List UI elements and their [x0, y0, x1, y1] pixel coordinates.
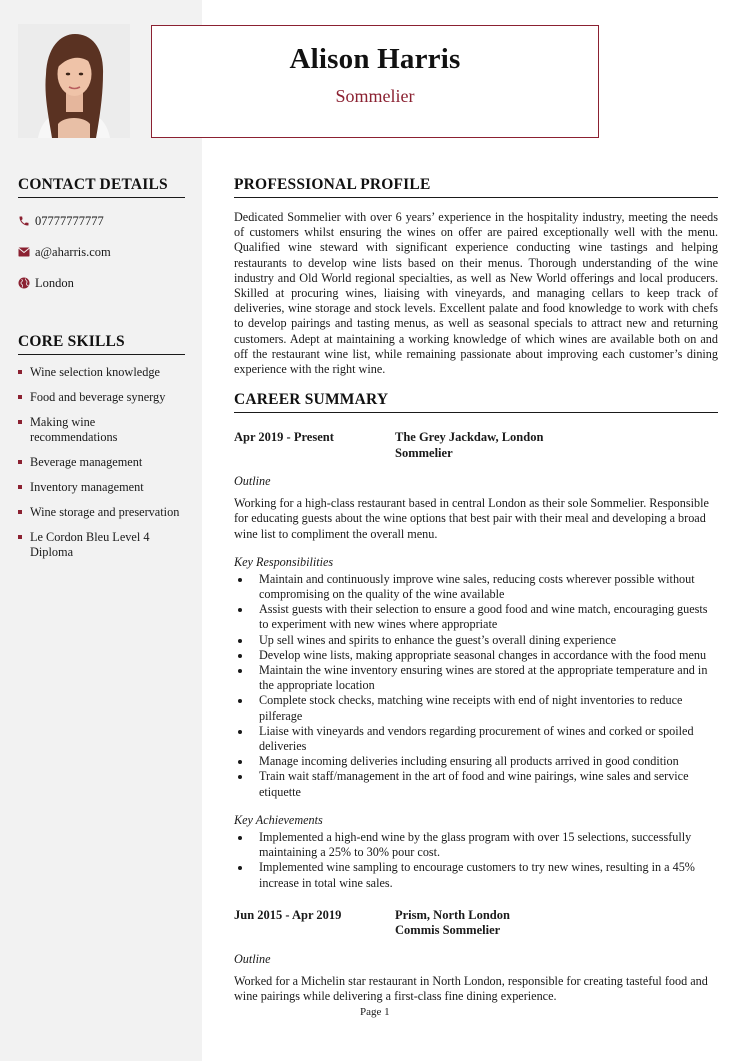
- profile-photo: [18, 24, 130, 138]
- globe-icon: [18, 277, 35, 289]
- list-item: Implemented a high-end wine by the glass program with over 15 selections, successfully maintaining a 25% to 30% pour cost.: [234, 830, 718, 860]
- career-heading: CAREER SUMMARY: [234, 391, 718, 413]
- list-item: Manage incoming deliveries including ensuring all products arrived in good condition: [234, 754, 718, 769]
- phone-text: 07777777777: [35, 213, 104, 228]
- skill-item: Beverage management: [18, 455, 185, 470]
- skill-item: Wine storage and preservation: [18, 505, 185, 520]
- job-header: [234, 430, 718, 461]
- achievements-label: Key Achievements: [234, 812, 323, 827]
- responsibilities-label: Key Responsibilities: [234, 554, 334, 569]
- email-text: a@aharris.com: [35, 244, 111, 259]
- outline-label: Outline: [234, 951, 271, 966]
- candidate-name: Alison Harris: [289, 43, 461, 75]
- list-item: Liaise with vineyards and vendors regarding procurement of wines and corked or spoiled deliveries: [234, 724, 718, 754]
- skill-item: Le Cordon Bleu Level 4 Diploma: [18, 530, 185, 560]
- list-item: Up sell wines and spirits to enhance the guest’s overall dining experience: [234, 633, 718, 648]
- responsibilities-list: [234, 572, 718, 800]
- achievements-list: [234, 830, 718, 891]
- job-dates: Jun 2015 - Apr 2019: [234, 907, 342, 922]
- job-employer-block: [395, 908, 510, 939]
- job-header: [234, 908, 718, 939]
- main-column: [234, 176, 718, 1004]
- list-item: Complete stock checks, matching wine receipts with end of night inventories to reduce pilferage: [234, 693, 718, 723]
- contact-section: [18, 176, 185, 291]
- name-box: [151, 25, 599, 138]
- contact-heading: CONTACT DETAILS: [18, 176, 185, 198]
- page-number: Page 1: [360, 1006, 390, 1018]
- job-dates: Apr 2019 - Present: [234, 430, 334, 445]
- list-item: Maintain the wine inventory ensuring wines are stored at the appropriate temperature and in the appropriate location: [234, 663, 718, 693]
- job-role: Commis Sommelier: [395, 923, 501, 938]
- job-employer: The Grey Jackdaw, London: [395, 430, 544, 445]
- contact-email: [18, 244, 185, 260]
- job-employer-block: [395, 430, 543, 461]
- list-item: Develop wine lists, making appropriate seasonal changes in accordance with the food menu: [234, 648, 718, 663]
- skills-section: [18, 333, 185, 570]
- phone-icon: [18, 215, 35, 227]
- skill-item: Wine selection knowledge: [18, 365, 185, 380]
- job-employer: Prism, North London: [395, 907, 510, 922]
- skills-heading: CORE SKILLS: [18, 333, 185, 355]
- list-item: Assist guests with their selection to ensure a good food and wine match, encouraging guests to experiment with new wines where appropriate: [234, 602, 718, 632]
- list-item: Train wait staff/management in the art of food and wine pairings, wine sales and service etiquette: [234, 769, 718, 799]
- skill-item: Food and beverage synergy: [18, 390, 185, 405]
- outline-label: Outline: [234, 474, 271, 489]
- skill-item: Inventory management: [18, 480, 185, 495]
- contact-phone: [18, 213, 185, 229]
- job-outline: Working for a high-class restaurant based in central London as their sole Sommelier. Responsible for educating guests about the wine options that best pair with their meal and developing a broad wine list to compliment the overall menu.: [234, 496, 709, 541]
- candidate-title: Sommelier: [335, 86, 415, 106]
- job-role: Sommelier: [395, 445, 453, 460]
- list-item: Implemented wine sampling to encourage customers to try new wines, resulting in a 45% increase in total wine sales.: [234, 860, 718, 890]
- skills-list: [18, 365, 185, 560]
- location-text: London: [35, 275, 74, 290]
- envelope-icon: [18, 247, 35, 257]
- profile-heading: PROFESSIONAL PROFILE: [234, 176, 718, 198]
- skill-item: Making wine recommendations: [18, 415, 185, 445]
- contact-location: [18, 275, 185, 291]
- job-outline: Worked for a Michelin star restaurant in North London, responsible for creating tasteful food and wine pairings while delivering a first-class fine dining experience.: [234, 973, 708, 1003]
- profile-photo-illustration: [18, 24, 130, 138]
- profile-text: Dedicated Sommelier with over 6 years’ experience in the hospitality industry, meeting the needs of customers whilst ensuring the wines on offer are paired exceptionally well with the menu. Qualified wine steward with significant experience conducting wine tastings and helping restaurants to develop wine lists based on their menus. Thorough understanding of the wine industry and Old World regional specialties, as well as New World offerings and local producers. Skilled at procuring wines, liaising with vineyards, and managing cellars to keep track of deliveries, wine storage and stock levels. Excellent palate and food knowledge to work with chefs to develop pairings and tasting menus, as well as seasonal specials to attract new and returning customers. Adept at maintaining a working knowledge of which wines are available both on and off the restaurant wine list, while remaining passionate about improving each customer’s dining experience with the right wine.: [234, 210, 718, 377]
- list-item: Maintain and continuously improve wine sales, reducing costs wherever possible without compromising on the quality of the wine available: [234, 572, 718, 602]
